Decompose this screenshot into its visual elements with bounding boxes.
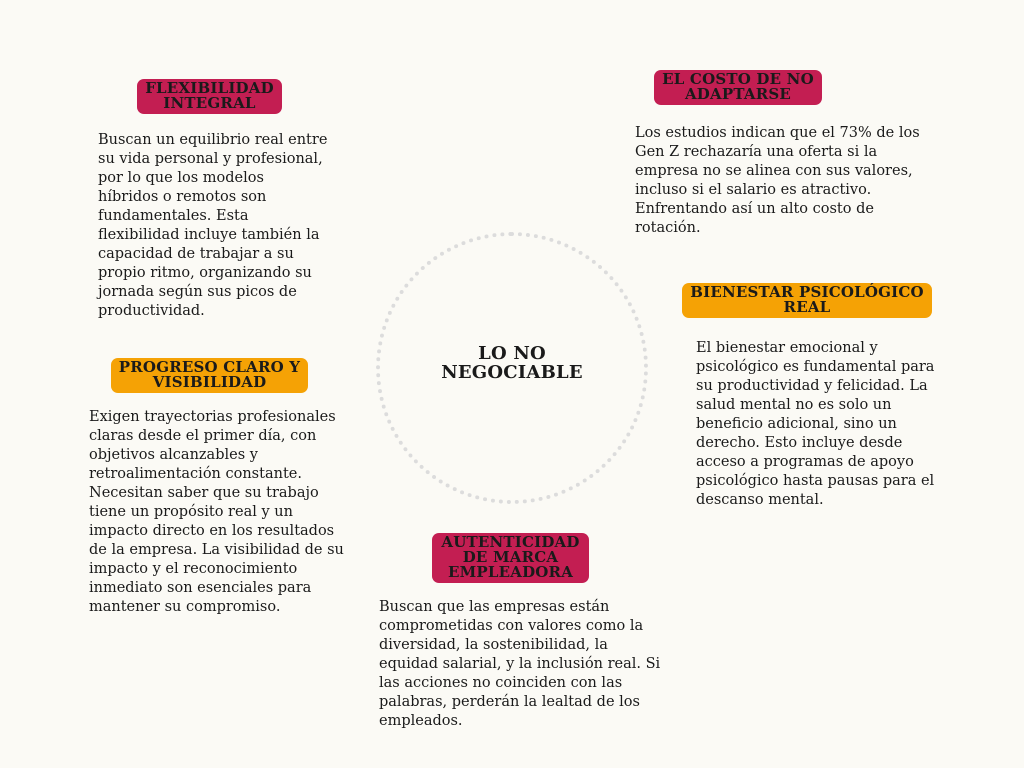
text-line: de la empresa. La visibilidad de su — [89, 542, 344, 558]
badge-line: PROGRESO CLARO Y — [118, 358, 301, 376]
flexibilidad-text — [98, 131, 327, 321]
text-line: psicológico hasta pausas para el — [696, 473, 935, 489]
text-line: Exigen trayectorias profesionales — [89, 409, 336, 425]
badge-line: EL COSTO DE NO — [662, 70, 814, 88]
badge-line: EMPLEADORA — [447, 563, 574, 581]
text-line: empleados. — [379, 713, 463, 729]
text-line: incluso si el salario es atractivo. — [635, 182, 872, 198]
text-line: Buscan un equilibrio real entre — [98, 132, 328, 148]
text-line: Buscan que las empresas están — [379, 599, 610, 615]
text-line: Necesitan saber que su trabajo — [89, 485, 319, 501]
costo-badge — [654, 70, 822, 105]
badge-line: FLEXIBILIDAD — [145, 79, 274, 97]
costo-text — [635, 124, 920, 238]
text-line: propio ritmo, organizando su — [98, 265, 312, 281]
text-line: mantener su compromiso. — [89, 599, 281, 615]
text-line: jornada según sus picos de — [98, 284, 297, 300]
badge-line: INTEGRAL — [163, 94, 256, 112]
badge-line: BIENESTAR PSICOLÓGICO — [690, 283, 924, 301]
badge-line: REAL — [783, 298, 831, 316]
text-line: inmediato son esenciales para — [89, 580, 312, 596]
text-line: impacto y el reconocimiento — [89, 561, 298, 577]
text-line: su productividad y felicidad. La — [696, 378, 928, 394]
center-title — [412, 344, 612, 382]
text-line: productividad. — [98, 303, 205, 319]
text-line: impacto directo en los resultados — [89, 523, 335, 539]
flexibilidad-badge — [137, 79, 282, 114]
text-line: híbridos o remotos son — [98, 189, 267, 205]
badge-line: DE MARCA — [462, 548, 559, 566]
text-line: las acciones no coinciden con las — [379, 675, 623, 691]
bienestar-badge — [682, 283, 932, 318]
text-line: fundamentales. Esta — [98, 208, 249, 224]
text-line: palabras, perderán la lealtad de los — [379, 694, 640, 710]
text-line: comprometidas con valores como la — [379, 618, 644, 634]
text-line: empresa no se alinea con sus valores, — [635, 163, 913, 179]
text-line: capacidad de trabajar a su — [98, 246, 294, 262]
text-line: rotación. — [635, 220, 701, 236]
text-line: retroalimentación constante. — [89, 466, 302, 482]
badge-line: ADAPTARSE — [684, 85, 792, 103]
text-line: acceso a programas de apoyo — [696, 454, 914, 470]
text-line: Los estudios indican que el 73% de los — [635, 125, 920, 141]
text-line: beneficio adicional, sino un — [696, 416, 897, 432]
progreso-badge — [111, 358, 308, 393]
badge-line: VISIBILIDAD — [152, 373, 267, 391]
text-line: su vida personal y profesional, — [98, 151, 323, 167]
text-line: diversidad, la sostenibilidad, la — [379, 637, 608, 653]
autenticidad-text — [379, 598, 660, 731]
text-line: descanso mental. — [696, 492, 824, 508]
center-title-line: NEGOCIABLE — [441, 362, 583, 383]
bienestar-text — [696, 339, 934, 510]
text-line: por lo que los modelos — [98, 170, 264, 186]
text-line: psicológico es fundamental para — [696, 359, 935, 375]
progreso-text — [89, 408, 344, 617]
text-line: objetivos alcanzables y — [89, 447, 258, 463]
text-line: claras desde el primer día, con — [89, 428, 317, 444]
text-line: tiene un propósito real y un — [89, 504, 293, 520]
text-line: flexibilidad incluye también la — [98, 227, 320, 243]
text-line: Enfrentando así un alto costo de — [635, 201, 874, 217]
text-line: Gen Z rechazaría una oferta si la — [635, 144, 878, 160]
text-line: El bienestar emocional y — [696, 340, 878, 356]
center-title-line: LO NO — [478, 343, 546, 364]
autenticidad-badge — [432, 533, 589, 583]
text-line: equidad salarial, y la inclusión real. Si — [379, 656, 661, 672]
text-line: salud mental no es solo un — [696, 397, 892, 413]
text-line: derecho. Esto incluye desde — [696, 435, 903, 451]
badge-line: AUTENTICIDAD — [441, 533, 580, 551]
